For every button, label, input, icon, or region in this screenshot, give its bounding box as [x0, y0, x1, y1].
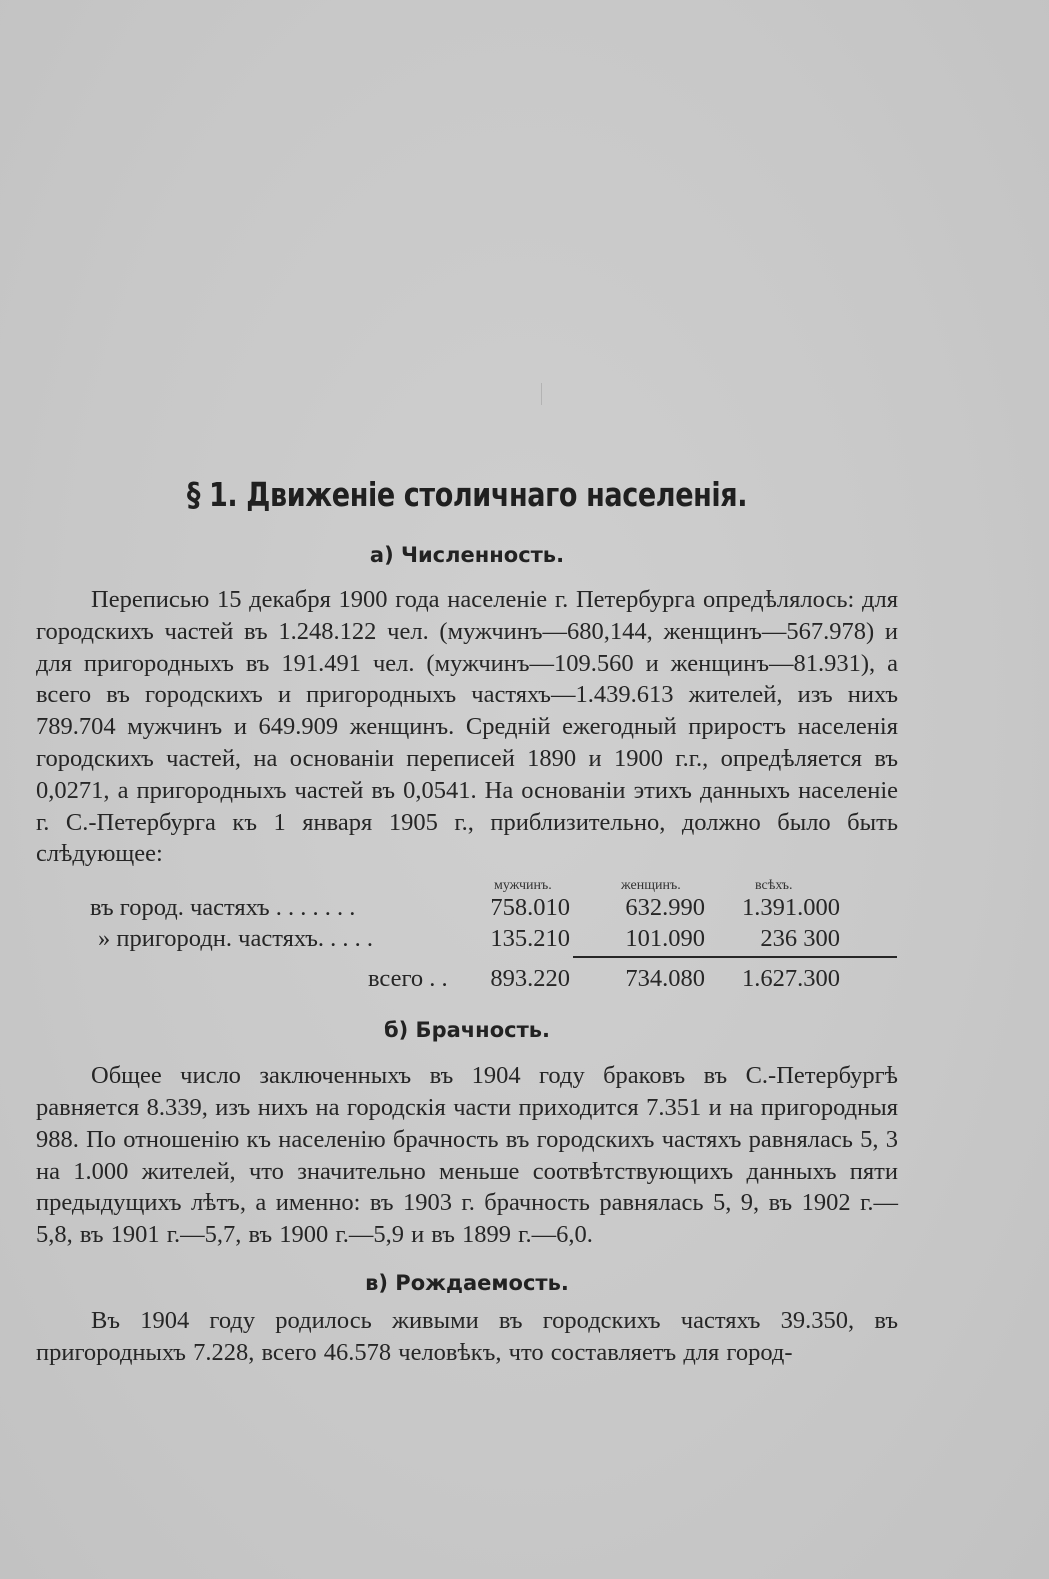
table-row: [36, 892, 898, 924]
total-women: 734.080: [625, 965, 705, 993]
cell-women: 101.090: [625, 925, 705, 953]
paragraph-births: Въ 1904 году родилось живыми въ городскихъ частяхъ 39.350, въ пригородныхъ 7.228, всего 46.578 человѣкъ, что составляетъ для город-: [36, 1306, 898, 1366]
cell-men: 758.010: [490, 894, 570, 922]
total-rule: [573, 956, 897, 958]
cell-women: 632.990: [625, 894, 705, 922]
cell-all: 236 300: [760, 925, 840, 953]
row-label: » пригородн. частяхъ. . . . .: [98, 925, 373, 953]
total-men: 893.220: [490, 965, 570, 993]
paragraph-population: Переписью 15 декабря 1900 года населеніе г. Петербурга опредѣлялось: для городскихъ частей въ 1.248.122 чел. (мужчинъ—680,144, женщинъ—567.978) и для пригородныхъ въ 191.491 чел. (мужчинъ—109.560 и женщинъ—81.931), а всего въ городскихъ и пригородныхъ частяхъ—1.439.613 жителей, изъ нихъ 789.704 мужчинъ и 649.909 женщинъ. Средній ежегодный приростъ населенія городскихъ частей, на основаніи переписей 1890 и 1900 г.г., опредѣляется въ 0,0271, а пригородныхъ частей въ 0,0541. На основаніи этихъ данныхъ населеніе г. С.-Петербурга къ 1 января 1905 г., приблизительно, должно было быть слѣдующее:: [36, 586, 898, 868]
paragraph-marriages: Общее число заключенныхъ въ 1904 году браковъ въ С.-Петербургѣ равняется 8.339, изъ нихъ на городскія части приходится 7.351 и на пригородныя 988. По отношенію къ населенію брачность въ городскихъ частяхъ равнялась 5, 3 на 1.000 жителей, что значительно меньше соотвѣтствующихъ данныхъ пяти предыдущихъ лѣтъ, а именно: въ 1903 г. брачность равнялась 5, 9, въ 1902 г.—5,8, въ 1901 г.—5,7, въ 1900 г.—5,9 и въ 1899 г.—6,0.: [36, 1062, 898, 1249]
total-all: 1.627.300: [742, 965, 840, 993]
cell-all: 1.391.000: [742, 894, 840, 922]
section-title: § 1. Движеніе столичнаго населенія.: [186, 475, 748, 514]
table-total-row: [36, 963, 898, 995]
page-content: [36, 470, 898, 1369]
column-header-all: всѣхъ.: [755, 878, 793, 894]
total-label: всего . .: [368, 965, 448, 993]
population-table: [36, 872, 898, 1002]
heading-marriages: б) Брачность.: [383, 1018, 550, 1043]
row-label: въ город. частяхъ . . . . . . .: [90, 894, 356, 922]
paper-speck: [541, 383, 546, 405]
table-row: [36, 923, 898, 955]
column-header-men: мужчинъ.: [494, 878, 552, 894]
heading-population: а) Численность.: [369, 543, 565, 567]
column-header-women: женщинъ.: [621, 878, 681, 894]
cell-men: 135.210: [490, 925, 570, 953]
heading-births: в) Рождаемость.: [365, 1270, 569, 1295]
